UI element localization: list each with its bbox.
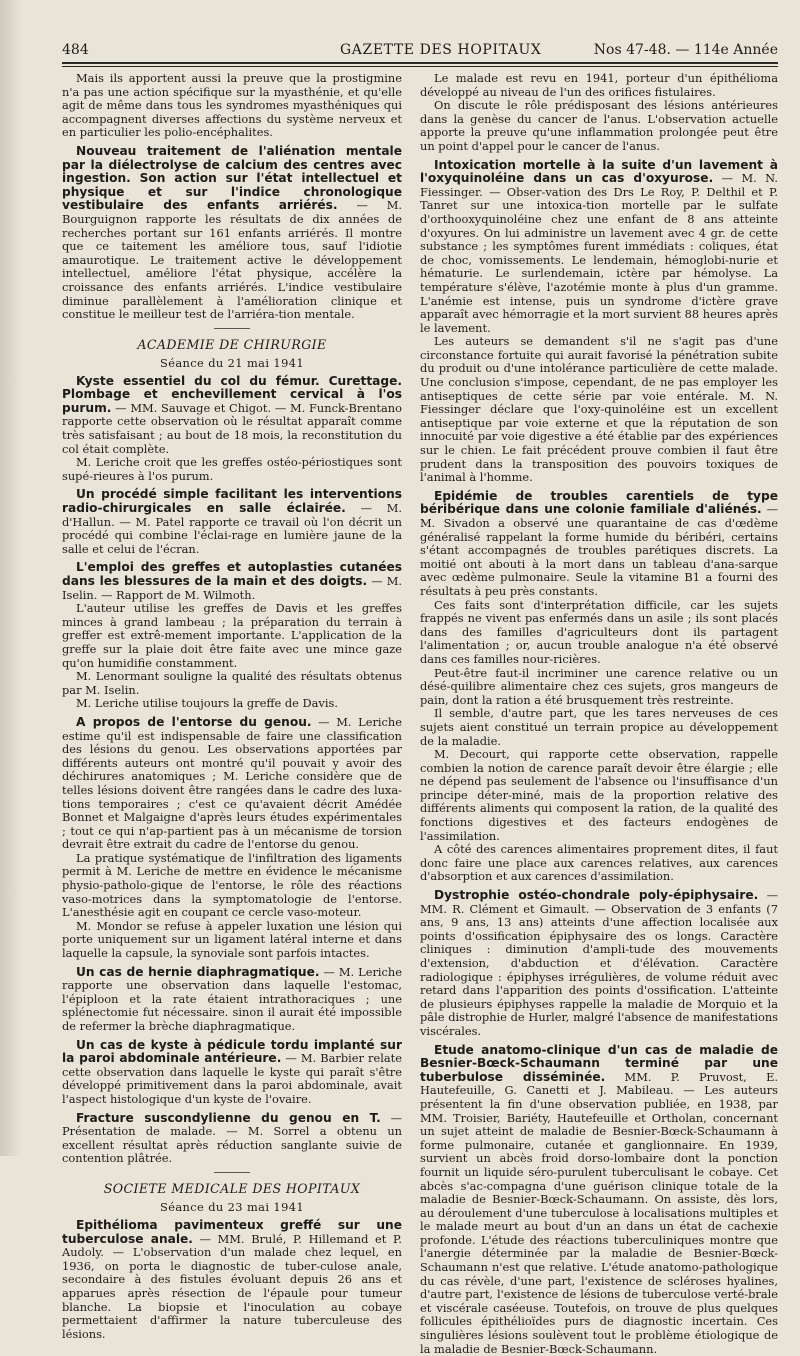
paragraph: On discute le rôle prédisposant des lésions antérieures dans la genèse du cancer de l'anus. L'observation actuelle apporte la preuve qu'une inflammation prolongée peut être un point d'appel pour le cancer de l'anus. [420, 98, 778, 153]
article-body: — M. d'Hallun. — M. Patel rapporte ce travail où l'on décrit un procédé qui combine l'éclai-rage en lumière jaune de la salle et celui de l'écran. [62, 501, 402, 556]
article-entry [62, 488, 402, 556]
article-heading: Un procédé simple facilitant les interventions radio-chirurgicales en salle éclairée. [62, 487, 402, 516]
header-rule-thick [62, 62, 778, 64]
article-body: — M. Leriche rapporte une observation dans laquelle l'estomac, l'épiploon et la rate étaient intrathoraciques ; une splénectomie fut nécessaire. sinon il aurait été impossible de refermer la brèche diaphragmatique. [62, 964, 402, 1033]
article-entry [62, 145, 402, 322]
article-body: — MM. R. Clément et Gimault. — Observation de 3 enfants (7 ans, 9 ans, 13 ans) atteints d'une affection localisée aux points d'ossification épiphysaire des os longs. Caractère cliniques : diminution d'ampli-tude des mouvements d'extension, d'abduction et d'élévation. Caractère radiologique : épiphyses irrégulières, de volume réduit avec retard dans l'apparition des points d'ossification. L'atteinte de plusieurs épiphyses rappelle la maladie de Morquio et la pâle distrophie de Hurler, malgré l'absence de manifestations viscérales. [420, 888, 779, 1038]
section-divider [214, 1172, 250, 1173]
right-column [420, 72, 778, 1356]
page-margin-shadow [0, 0, 22, 1156]
article-heading: Dystrophie ostéo-chondrale poly-épiphysaire. [434, 888, 759, 903]
article-heading: Epidémie de troubles carentiels de type béribérique dans une colonie familiale d'aliénés. [420, 488, 778, 517]
article-heading: Un cas de kyste à pédicule tordu implanté sur la paroi abdominale antérieure. [62, 1037, 402, 1066]
article-entry [62, 1112, 402, 1166]
paragraph: Ces faits sont d'interprétation difficile, car les sujets frappés ne vivent pas enfermés dans un asile ; ils sont placés dans des familles d'agriculteurs dont ils partagent l'alimentation ; or, aucun trouble analogue n'a été observé dans ces familles nour-ricières. [420, 597, 778, 666]
article-heading: Fracture suscondylienne du genou en T. [76, 1110, 381, 1125]
article-heading: A propos de l'entorse du genou. [76, 714, 312, 729]
header-rule-thin [62, 66, 778, 67]
paragraph: A côté des carences alimentaires proprement dites, il faut donc faire une place aux carences relatives, aux carences d'absorption et aux carences d'assimilation. [420, 842, 778, 884]
article-body: — M. Bourguignon rapporte les résultats de dix années de recherches portant sur 161 enfants arriérés. Il montre que ce taitement les améliore tous, sauf l'idiotie amaurotique. Le traitement active le développement intellectuel, améliore l'état physique, accélère la croissance des enfants arriérés. L'indice vestibulaire diminue parallèlement à l'amélioration clinique et constitue le meilleur test de l'arriéra-tion mentale. [62, 198, 402, 322]
paragraph: Mais ils apportent aussi la preuve que la prostigmine n'a pas une action spécifique sur la myasthénie, et qu'elle agit de même dans tous les syndromes myasthéniques qui accompagnent diverses affections du système nerveux et en particulier les polio-encéphalites. [62, 71, 402, 140]
article-entry [62, 561, 402, 602]
article-body: MM. P. Pruvost, E. Hautefeuille, G. Canetti et J. Mabileau. — Les auteurs présentent la fin d'une observation publiée, en 1938, par MM. Troisier, Bariéty, Hautefeuille et Ortholan, concernant un sujet atteint de maladie de Besnier-Bœck-Schaumann à forme pulmonaire, cutanée et ganglionnaire. En 1939, survient un abcès froid dorso-lombaire dont la ponction fournit un liquide séro-purulent tuberculisant le cobaye. Cet abcès s'ac-compagna d'une guérison clinique totale de la maladie de Besnier-Bœck-Schaumann. On assiste, dès lors, au déroulement d'une tuberculose à localisations multiples et le malade meurt au bout d'un an dans un état de cachexie profonde. L'étude des réactions tuberculiniques montre que l'anergie déterminée par la maladie de Besnier-Bœck-Schaumann n'est que relative. L'étude anatomo-pathologique du cas révèle, d'une part, l'existence de scléroses hyalines, d'autre part, l'existence de lésions de tuberculose verté-brale et viscérale caséeuse. Toutefois, on trouve de plus quelques follicules épithélioïdes purs de diagnostic incertain. Ces singulières lésions soulèvent tout le problème étiologique de la maladie de Besnier-Bœck-Schaumann. [420, 1069, 779, 1356]
society-title: ACADEMIE DE CHIRURGIE [137, 336, 327, 352]
session-date: Séance du 23 mai 1941 [159, 1199, 305, 1214]
paragraph: Peut-être faut-il incriminer une carence relative ou un désé-quilibre alimentaire chez ces sujets, gros mangeurs de pain, dont la ration a été brusquement très restreinte. [420, 665, 778, 707]
article-heading: Nouveau traitement de l'aliénation mentale par la diélectrolyse de calcium des centres avec ingestion. Son action sur l'état intellectuel et physique et sur l'indice chronologique vestibulaire des enfants arriérés. [62, 143, 402, 213]
page-header [62, 42, 778, 64]
article-body: — MM. Brulé, P. Hillemand et P. Audoly. — L'observation d'un malade chez lequel, en 1936, on porta le diagnostic de tuber-culose anale, secondaire à des fistules évoluant depuis 26 ans et apparues après résection de l'épaule pour tumeur blanche. La biopsie et l'inoculation au cobaye permettaient d'affirmer la nature tuberculeuse des lésions. [62, 1231, 402, 1341]
article-body: — Présentation de malade. — M. Sorrel a obtenu un excellent résultat après réduction sanglante suivie de contention plâtrée. [62, 1110, 403, 1166]
article-entry [62, 375, 402, 457]
article-body: — M. N. Fiessinger. — Obser-vation des Drs Le Roy, P. Delthil et P. Tanret sur une intoxica-tion mortelle par le sulfate d'orthooxyquinoléine chez une enfant de 8 ans atteinte d'oxyures. On lui administre un lavement avec 4 gr. de cette substance ; les symptômes furent immédiats : coliques, état de choc, vomissements. Le lendemain, hémoglobi-nurie et hématurie. Le surlendemain, ictère par hémolyse. La température s'élève, l'azotémie monte à plus d'un gramme. L'anémie est intense, puis un syndrome d'ictère grave apparaît avec hémorragie et la mort survient 88 heures après le lavement. [420, 171, 778, 335]
paragraph: M. Decourt, qui rapporte cette observation, rappelle combien la notion de carence paraît devoir être élargie ; elle ne dépend pas seulement de l'absence ou l'insuffisance d'un principe déter-miné, mais de la proportion relative des différents aliments qui composent la ration, de la qualité des fonctions digestives et des facteurs endogènes de l'assimilation. [420, 747, 778, 843]
paragraph: M. Leriche croit que les greffes ostéo-périostiques sont supé-rieures à l'os purum. [62, 455, 402, 483]
article-entry [62, 716, 402, 852]
article-heading: Etude anatomo-clinique d'un cas de maladie de Besnier-Bœck-Schaumann terminé par une tuberbulose disséminée. [420, 1042, 778, 1084]
paragraph: M. Mondor se refuse à appeler luxation une lésion qui porte uniquement sur un ligament latéral interne et dans laquelle la capsule, la synoviale sont parfois intactes. [62, 918, 402, 961]
paragraph: M. Lenormant souligne la qualité des résultats obtenus par M. Iselin. [62, 669, 402, 697]
paragraph: Le malade est revu en 1941, porteur d'un épithélioma développé au niveau de l'un des orifices fistulaires. [420, 71, 778, 99]
article-body: — M. Barbier relate cette observation dans laquelle le kyste qui paraît s'être développé primitivement dans la paroi abdominale, avait l'aspect histologique d'un kyste de l'ovaire. [62, 1051, 402, 1106]
article-entry [420, 159, 778, 336]
article-heading: Un cas de hernie diaphragmatique. [76, 964, 320, 979]
article-heading: Kyste essentiel du col du fémur. Curettage. Plombage et enchevillement cervical à l'os purum. [62, 373, 402, 415]
paragraph: M. Leriche utilise toujours la greffe de Davis. [76, 696, 338, 711]
paragraph: La pratique systématique de l'infiltration des ligaments permit à M. Leriche de mettre en évidence le mécanisme physio-patholo-gique de l'entorse, le rôle des réactions vaso-motrices dans la symptomatologie de l'entorse. L'anesthésie agit en coupant ce cercle vaso-moteur. [62, 850, 402, 920]
society-title: SOCIETE MEDICALE DES HOPITAUX [103, 1180, 361, 1196]
article-entry [62, 1219, 402, 1341]
left-column [62, 72, 402, 1341]
article-entry [420, 1044, 778, 1356]
article-body: — M. Leriche estime qu'il est indispensable de faire une classification des lésions du genou. Les observations apportées par différents auteurs ont montré qu'il pouvait y avoir des déchirures anatomiques ; M. Leriche considère que de telles lésions doivent être rangées dans le cadre des luxa-tions temporaires ; c'est ce qu'avaient décrit Amédée Bonnet et Malgaigne d'après leurs études expérimentales ; tout ce qui n'ap-partient pas à un mécanisme de torsion devrait être extrait du cadre de l'entorse du genou. [62, 714, 402, 852]
article-body: — MM. Sauvage et Chigot. — M. Funck-Brentano rapporte cette observation où le résultat apparaît comme très satisfaisant ; au bout de 18 mois, la reconstitution du col était complète. [62, 400, 402, 456]
article-entry [420, 490, 778, 599]
journal-title: GAZETTE DES HOPITAUX [340, 42, 542, 58]
article-entry [62, 1039, 402, 1107]
issue-number: Nos 47-48. — 114e Année [593, 42, 778, 58]
session-date: Séance du 21 mai 1941 [159, 355, 305, 370]
article-entry [62, 966, 402, 1034]
article-entry [420, 889, 778, 1039]
article-body: — M. Sivadon a observé une quarantaine de cas d'œdème généralisé rappelant la forme humide du béribéri, certains s'étant accompagnés de troubles parétiques discrets. La moitié ont abouti à la mort dans un tableau d'ana-sarque avec œdème pulmonaire. Seule la vitamine B1 a fourni des résultats à peu près constants. [420, 502, 778, 598]
article-heading: L'emploi des greffes et autoplasties cutanées dans les blessures de la main et des doigts. [62, 560, 402, 588]
paragraph: Il semble, d'autre part, que les tares nerveuses de ces sujets aient constitué un terrain propice au développement de la maladie. [420, 706, 778, 748]
article-body: — M. Iselin. — Rapport de M. Wilmoth. [62, 574, 402, 602]
section-divider [214, 328, 250, 329]
article-heading: Epithélioma pavimenteux greffé sur une tuberculose anale. [62, 1217, 402, 1246]
paragraph: L'auteur utilise les greffes de Davis et les greffes minces à grand lambeau ; la préparation du terrain à greffer est extrê-mement importante. L'application de la greffe sur la plaie doit être faite avec une mince gaze qu'on humidifie constamment. [62, 601, 402, 670]
article-heading: Intoxication mortelle à la suite d'un lavement à l'oxyquinoléine dans un cas d'oxyurose. [420, 157, 778, 186]
page-number: 484 [62, 42, 89, 58]
paragraph: Les auteurs se demandent s'il ne s'agit pas d'une circonstance fortuite qui aurait favorisé la pénétration subite du produit ou d'une intolérance particulière de cette malade. Une conclusion s'impose, cependant, de ne pas employer les antiseptiques de cette série par voie entérale. M. N. Fiessinger déclare que l'oxy-quinoléine est un excellent antiseptique par voie externe et que la réputation de son innocuité par voie digestive a été établie par des expériences sur le chien. Le fait précédent prouve combien il faut être prudent dans la transposition des pouvoirs toxiques de l'animal à l'homme. [420, 334, 778, 485]
